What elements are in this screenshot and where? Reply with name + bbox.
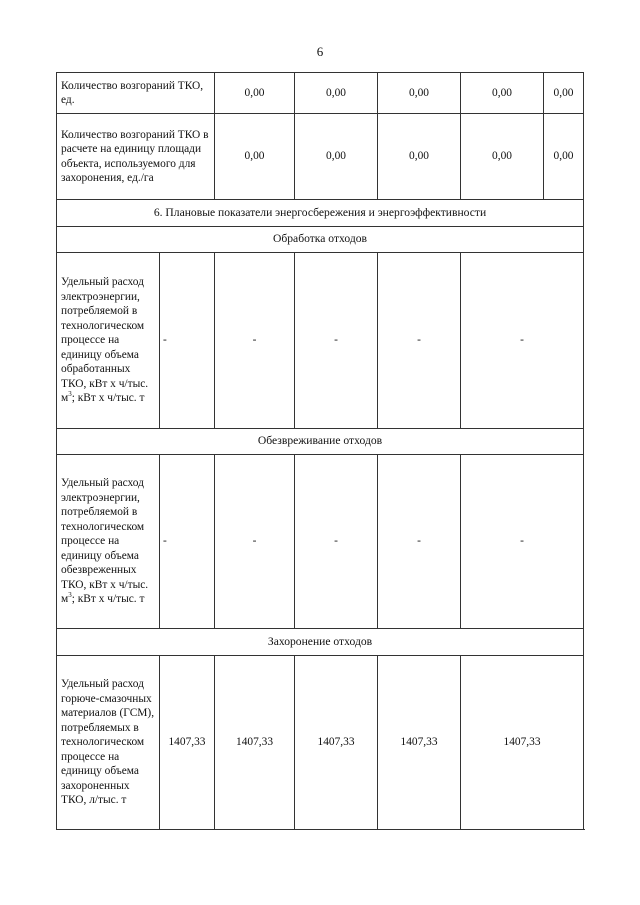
value-cell: -: [461, 455, 584, 629]
value-cell: -: [295, 455, 378, 629]
row-label-fires-per-area: Количество возгораний ТКО в расчете на единицу площади объекта, используемого для захоронения, ед./га: [57, 114, 215, 200]
value-cell: 0,00: [544, 114, 584, 200]
value-cell: 0,00: [295, 114, 378, 200]
value-cell: 0,00: [378, 114, 461, 200]
table-row: [57, 73, 584, 114]
table-row: [57, 455, 584, 629]
section-title: 6. Плановые показатели энергосбережения и энергоэффективности: [57, 200, 584, 227]
value-cell: 0,00: [378, 73, 461, 114]
subsection-title-disposal: Захоронение отходов: [57, 629, 584, 656]
table-row: [57, 656, 584, 830]
value-cell: 0,00: [215, 114, 295, 200]
value-cell: 0,00: [215, 73, 295, 114]
table-row: [57, 200, 584, 227]
value-cell: 1407,33: [461, 656, 584, 830]
subsection-title-neutralization: Обезвреживание отходов: [57, 429, 584, 455]
row-label-fires: Количество возгораний ТКО, ед.: [57, 73, 215, 114]
value-cell: 0,00: [461, 73, 544, 114]
row-label-disposal: Удельный расход горюче-смазочных материалов (ГСМ), потребляемых в технологическом процессе на единицу объема захороненных ТКО, л/тыс. т: [57, 656, 160, 830]
value-cell: 0,00: [461, 114, 544, 200]
value-cell: -: [160, 455, 215, 629]
page-number: 6: [316, 44, 324, 59]
table-row: [57, 114, 584, 200]
value-cell: 1407,33: [160, 656, 215, 830]
table-row: [57, 629, 584, 656]
value-cell: -: [378, 455, 461, 629]
table-row: [57, 429, 584, 455]
row-label-processing: Удельный расход электроэнергии, потребляемой в технологическом процессе на единицу объема обработанных ТКО, кВт х ч/тыс. $м^3$; кВт х ч/тыс. т: [57, 253, 160, 429]
value-cell: -: [215, 253, 295, 429]
value-cell: 1407,33: [295, 656, 378, 830]
value-cell: -: [160, 253, 215, 429]
value-cell: -: [378, 253, 461, 429]
value-cell: 0,00: [544, 73, 584, 114]
value-cell: -: [461, 253, 584, 429]
table-row: [57, 253, 584, 429]
value-cell: -: [215, 455, 295, 629]
subsection-title-processing: Обработка отходов: [57, 227, 584, 253]
value-cell: 1407,33: [378, 656, 461, 830]
value-cell: -: [295, 253, 378, 429]
value-cell: 0,00: [295, 73, 378, 114]
row-label-neutralization: Удельный расход электроэнергии, потребляемой в технологическом процессе на единицу объема обезвреженных ТКО, кВт х ч/тыс. $м^3$; кВт х ч/тыс. т: [57, 455, 160, 629]
indicators-table: [56, 72, 584, 830]
value-cell: 1407,33: [215, 656, 295, 830]
table-row: [57, 227, 584, 253]
